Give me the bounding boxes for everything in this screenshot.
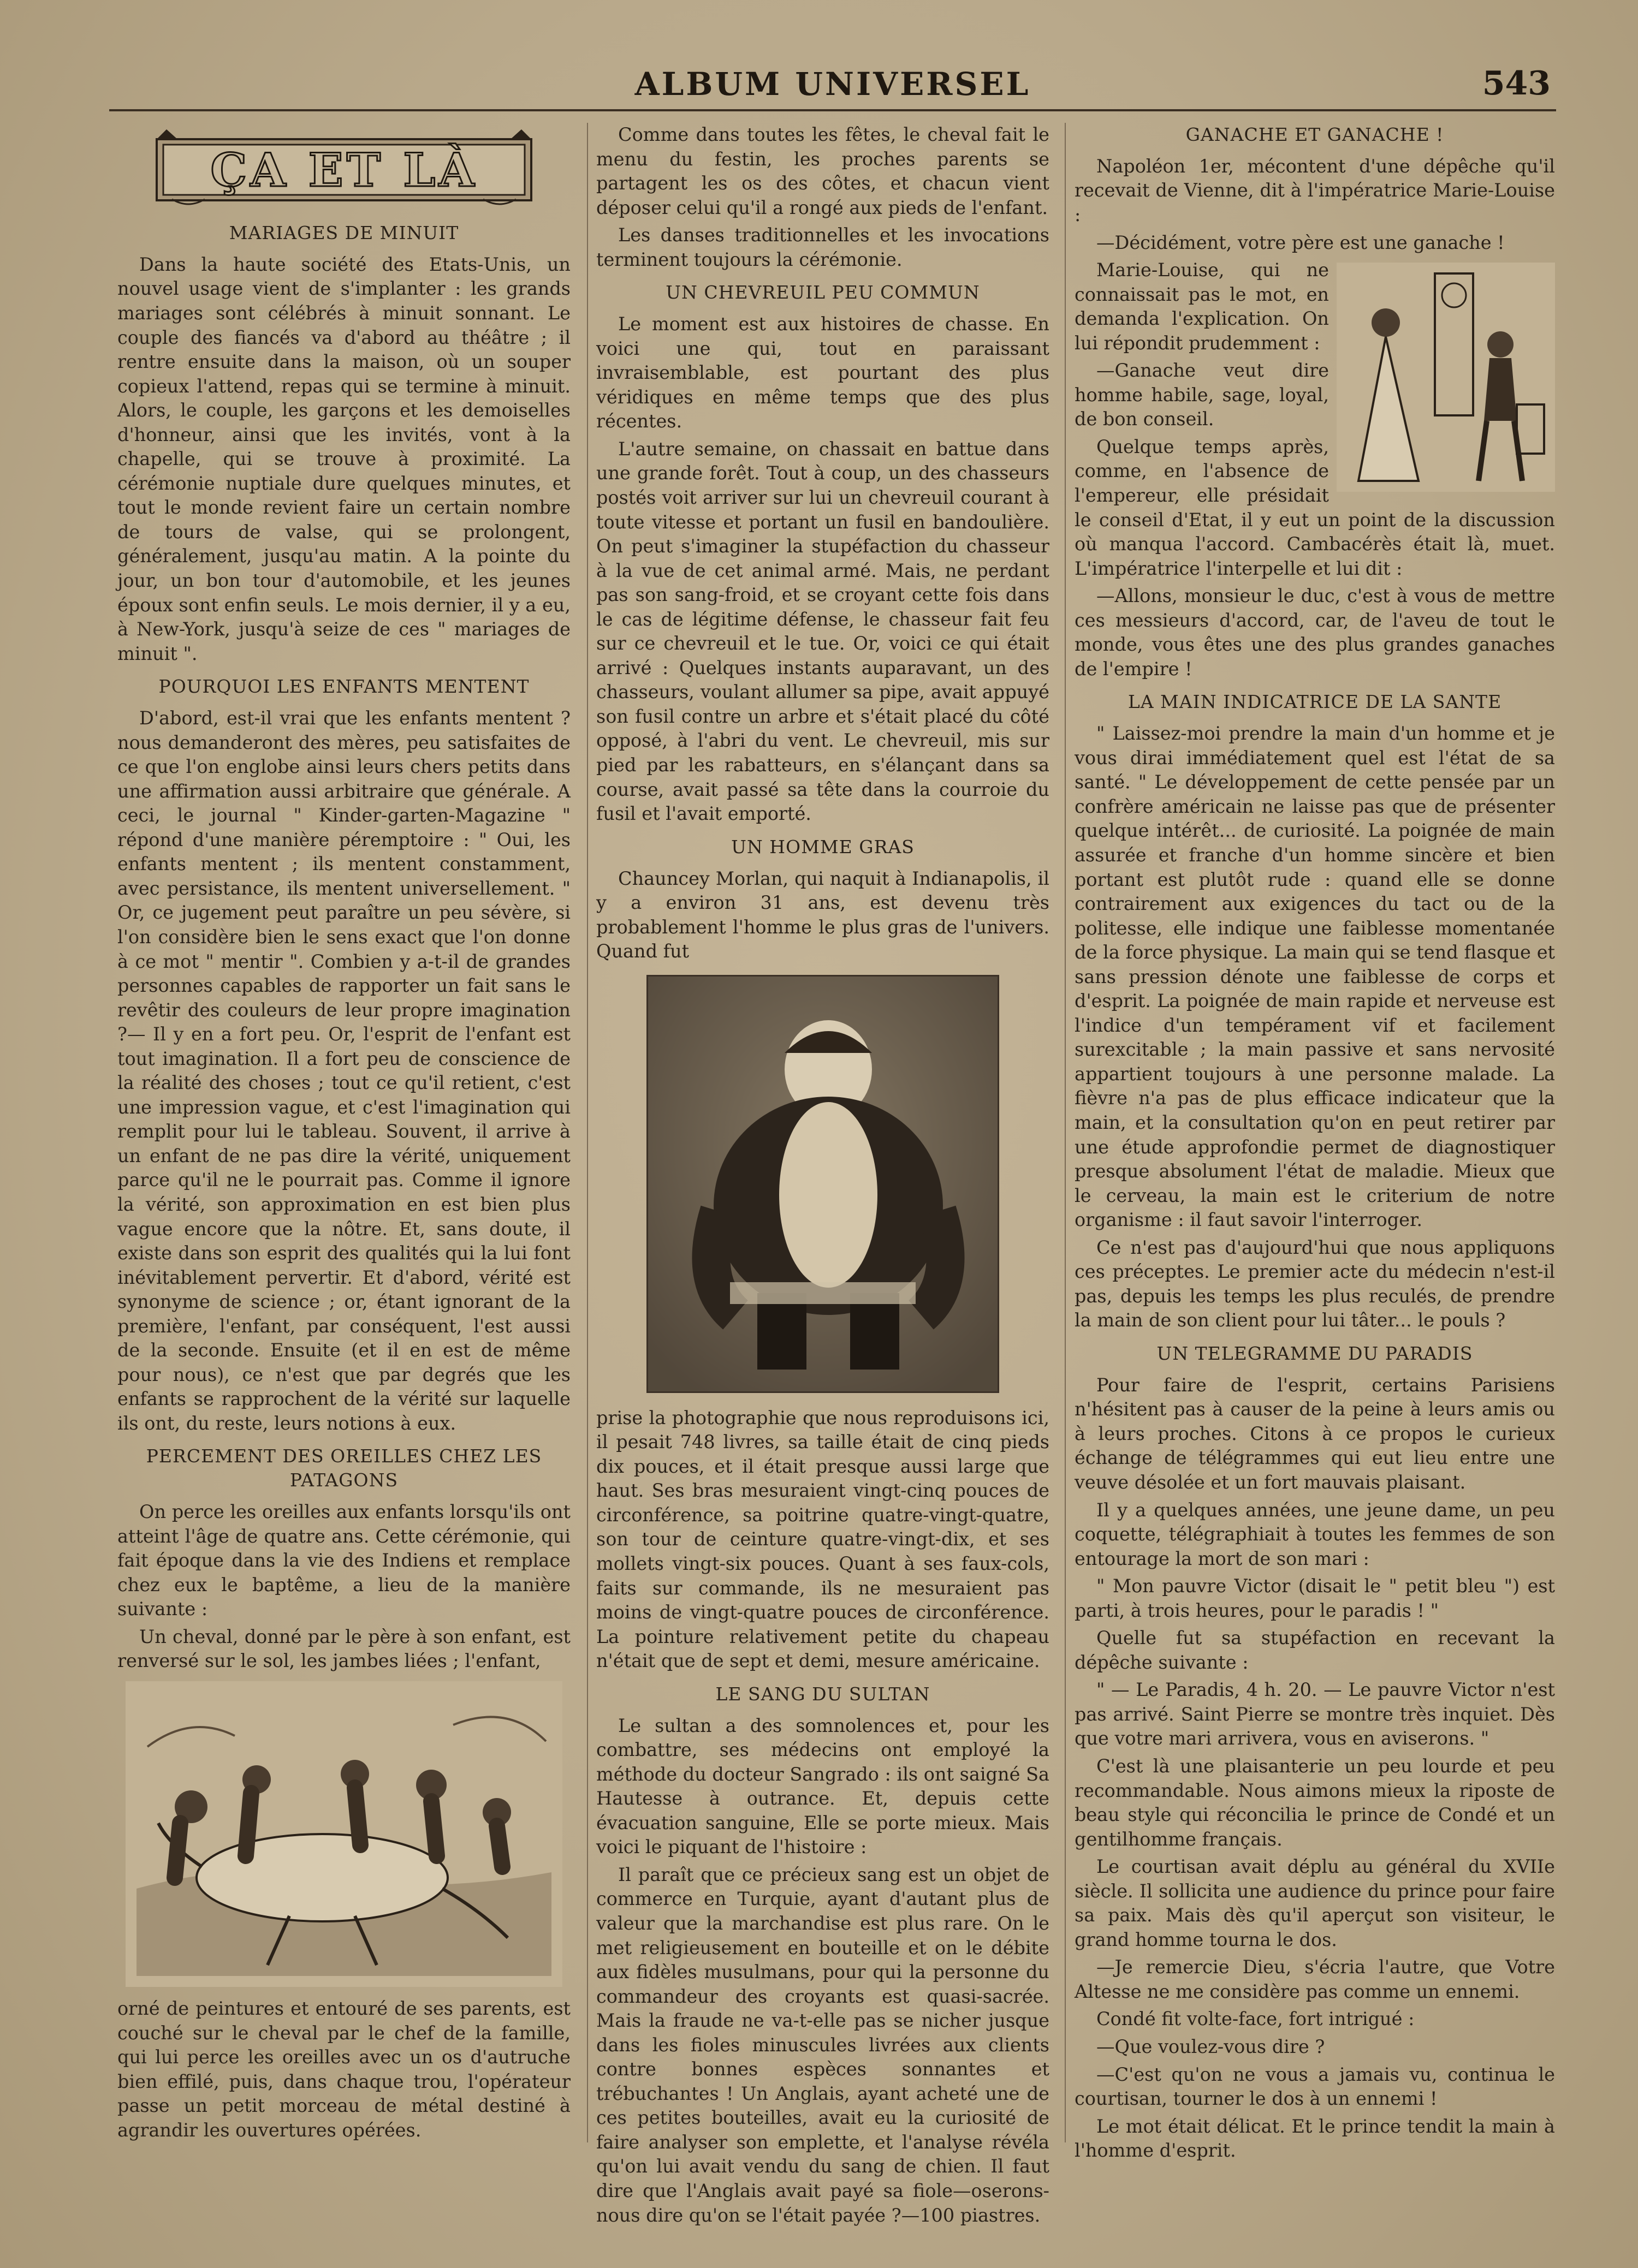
section-title: MARIAGES DE MINUIT <box>229 222 459 243</box>
paragraph: Le sultan a des somnolences et, pour les combattre, ses médecins ont employé la méthode du docteur Sangrado : ils ont saigné Sa Hautesse à outrance. Et, depuis cette évacuation sanguine, Elle se porte mieux. Mais voici le piquant de l'histoire : <box>596 1715 1049 1858</box>
paragraph: Il paraît que ce précieux sang est un objet de commerce en Turquie, ayant d'autant plus de valeur que la marchandise est plus rare. On le met religieusement en bouteille et on le débite aux fidèles musulmans, pour qui la personne du commandeur des croyants est quasi-sacrée. Mais la fraude ne va-t-elle pas se nicher jusque dans les fioles minuscules livrées aux clients contre bonnes espèces sonnantes et trébuchantes ! Un Anglais, ayant acheté une de ces petites bouteilles, avait eu la curiosité de faire analyser son emplette, et l'analyse révéla qu'on lui avait vendu du sang de chien. Il faut dire que l'Anglais avait payé sa fiole—oserons-nous dire qu'on se l'était payée ?—100 piastres. <box>596 1864 1049 2226</box>
horse-ceremony-illustration-icon <box>126 1681 562 1987</box>
column-3 <box>1075 123 1555 2162</box>
paragraph: Dans la haute société des Etats-Unis, un nouvel usage vient de s'implanter : les grands mariages sont célébrés à minuit sonnant. Le couple des fiancés va d'abord au théâtre ; il rentre ensuite dans la maison, où un souper copieux l'attend, repas qui se termine à minuit. Alors, le couple, les garçons et les demoiselles d'honneur, ainsi que les invités, vont à la chapelle, qui se trouve à proximité. La cérémonie nuptiale dure quelques minutes, et tout le monde revient faire un certain nombre de tours de valse, qui se prolongent, généralement, jusqu'au matin. A la pointe du jour, un bon tour d'automobile, et les jeunes époux sont enfin seuls. Le mois dernier, il y a eu, à New-York, jusqu'à seize de ces " mariages de minuit ". <box>117 253 571 664</box>
column-1 <box>117 123 571 2142</box>
paragraph: Il y a quelques années, une jeune dame, un peu coquette, télégraphiait à toutes les femmes de son entourage la mort de son mari : <box>1075 1499 1555 1569</box>
fat-man-photograph-icon <box>646 975 999 1393</box>
section-title: UN TELEGRAMME DU PARADIS <box>1156 1342 1473 1364</box>
column-2 <box>596 123 1049 2226</box>
section-title: LA MAIN INDICATRICE DE LA SANTE <box>1127 691 1502 713</box>
section-title: GANACHE ET GANACHE ! <box>1185 124 1444 145</box>
paragraph: —Décidément, votre père est une ganache ! <box>1096 231 1505 253</box>
page-number: 543 <box>1482 64 1551 103</box>
paragraph: Le courtisan avait déplu au général du XVIIe siècle. Il sollicita une audience du prince pour faire sa paix. Mais dès qu'il aperçut son visiteur, le grand homme tourna le dos. <box>1075 1856 1555 1950</box>
paragraph: D'abord, est-il vrai que les enfants mentent ? nous demanderont des mères, peu satisfaites de ce que l'on englobe ainsi leurs chers petits dans une affirmation aussi arbitraire que générale. A ceci, le journal " Kinder-garten-Magazine " répond d'une manière péremptoire : " Oui, les enfants mentent ; ils mentent constamment, avec persistance, ils mentent universellement. " Or, ce jugement peut paraître un peu sévère, si l'on considère bien le sens exact que l'on donne à ce mot " mentir ". Combien y a-t-il de grandes personnes capables de rapporter un fait sans le revêtir des couleurs de leur propre imagination ?— Il y en a fort peu. Or, l'esprit de l'enfant est tout imagination. Il a fort peu de conscience de la réalité des choses ; tout ce qu'il retient, c'est une impression vague, et c'est l'imagination qui remplit pour lui le tableau. Souvent, il arrive à un enfant de ne pas dire la vérité, uniquement parce qu'il ne le pourrait pas. Comme il ignore la vérité, son approximation en est bien plus vague encore que la nôtre. Et, sans doute, il existe dans son esprit des qualités qui la lui font inévitablement pervertir. Et d'abord, vérité est synonyme de science ; or, étant ignorant de la première, l'enfant, par conséquent, l'est aussi de la seconde. Ensuite (et il en est de même pour nous), ce n'est que par degrés que les enfants se rapprochent de la vérité sur laquelle ils ont, du reste, leurs notions à eux. <box>117 707 571 1434</box>
paragraph: Marie-Louise, qui ne connaissait pas le mot, en demanda l'explication. On lui répondit prudemment : <box>1075 259 1329 354</box>
page-header <box>109 60 1556 109</box>
paragraph: Le moment est aux histoires de chasse. En voici une qui, tout en paraissant invraisemblable, est pourtant des plus véridiques en même temps que des plus récentes. <box>596 313 1049 432</box>
paragraph: orné de peintures et entouré de ses parents, est couché sur le cheval par le chef de la famille, qui lui perce les oreilles avec un os d'autruche bien effilé, puis, dans chaque trou, l'opérateur passe un petit morceau de métal destiné à agrandir les ouvertures opérées. <box>117 1998 571 2141</box>
paragraph: C'est là une plaisanterie un peu lourde et peu recommandable. Nous aimons mieux la riposte de beau style qui réconcilia le prince de Condé et un gentilhomme français. <box>1075 1755 1555 1850</box>
paragraph: —Ganache veut dire homme habile, sage, loyal, de bon conseil. <box>1075 360 1329 430</box>
column-separator <box>1065 123 1066 2142</box>
section-title: POURQUOI LES ENFANTS MENTENT <box>158 676 530 698</box>
paragraph: —C'est qu'on ne vous a jamais vu, continua le courtisan, tourner le dos à un ennemi ! <box>1075 2063 1555 2110</box>
section-title: LE SANG DU SULTAN <box>715 1683 930 1705</box>
paragraph: Condé fit volte-face, fort intrigué : <box>1096 2008 1415 2030</box>
paragraph: Pour faire de l'esprit, certains Parisiens n'hésitent pas à causer de la peine à leurs amis ou à leurs proches. Citons à ce propos le curieux échange de télégrammes qui eut lieu entre une veuve désolée et un fort mauvais plaisant. <box>1075 1374 1555 1493</box>
paragraph: prise la photographie que nous reproduisons ici, il pesait 748 livres, sa taille était de cinq pieds dix pouces, et il était presque aussi large que haut. Ses bras mesuraient vingt-cinq pouces de circonférence, sa poitrine quatre-vingt-quatre, son tour de ceinture quatre-vingt-dix, et ses mollets vingt-six pouces. Quant à ses faux-cols, faits sur commande, ils ne mesuraient pas moins de vingt-quatre pouces de circonférence. La pointure relativement petite du chapeau n'était que de sept et demi, mesure américaine. <box>596 1407 1049 1672</box>
paragraph: " Mon pauvre Victor (disait le " petit bleu ") est parti, à trois heures, pour le paradis ! " <box>1075 1575 1555 1621</box>
paragraph: —Que voulez-vous dire ? <box>1096 2036 1325 2057</box>
paragraph: Le mot était délicat. Et le prince tendit la main à l'homme d'esprit. <box>1075 2115 1555 2162</box>
paragraph: Ce n'est pas d'aujourd'hui que nous appliquons ces préceptes. Le premier acte du médecin n'est-il pas, depuis les temps les plus reculés, de prendre la main de son client pour lui tâter... le pouls ? <box>1075 1236 1555 1331</box>
empire-scene-illustration-icon <box>1337 263 1555 492</box>
column-separator <box>587 123 588 2142</box>
section-title: UN CHEVREUIL PEU COMMUN <box>666 282 980 303</box>
paragraph: Chauncey Morlan, qui naquit à Indianapolis, il y a environ 31 ans, est devenu très probablement l'homme le plus gras de l'univers. Quand fut <box>596 867 1049 962</box>
paragraph: L'autre semaine, on chassait en battue dans une grande forêt. Tout à coup, un des chasseurs postés voit arriver sur lui un chevreuil courant à toute vitesse et portant un fusil en bandoulière. On peut s'imaginer la stupéfaction du chasseur à la vue de cet animal armé. Mais, ne perdant pas son sang-froid, et se croyant cette fois dans le cas de légitime défense, le chasseur fait feu sur ce chevreuil et le tue. Or, voici ce qui était arrivé : Quelques instants auparavant, un des chasseurs, voulant allumer sa pipe, avait appuyé son fusil contre un arbre et s'était placé du côté opposé, à l'abri du vent. Le chevreuil, mis sur pied par les rabatteurs, en s'élançant dans sa course, avait passé sa tête dans la courroie du fusil et l'avait emporté. <box>596 438 1049 825</box>
paragraph: Un cheval, donné par le père à son enfant, est renversé sur le sol, les jambes liées ; l'enfant, <box>117 1626 571 1672</box>
header-rule <box>109 109 1556 111</box>
paragraph: Les danses traditionnelles et les invocations terminent toujours la cérémonie. <box>596 224 1049 270</box>
paragraph: Quelle fut sa stupéfaction en recevant la dépêche suivante : <box>1075 1627 1555 1673</box>
banner-text: ÇA ET LÀ <box>210 143 478 197</box>
ornamental-banner-icon <box>156 128 532 210</box>
paragraph: —Je remercie Dieu, s'écria l'autre, que Votre Altesse ne me considère pas comme un ennemi. <box>1075 1956 1555 2002</box>
paragraph: " Laissez-moi prendre la main d'un homme et je vous dirai immédiatement quel est l'état de sa santé. " Le développement de cette pensée par un confrère américain ne laisse pas que de présenter quelque intérêt... de curiosité. La poignée de main assurée et franche d'un homme sincère et bien portant est plutôt rude : quand elle se donne contrairement aux exigences du tact ou de la politesse, elle indique une faiblesse momentanée de la force physique. La main qui se tend flasque et sans pression dénote une faiblesse de corps et d'esprit. La poignée de main rapide et nerveuse est l'indice d'un tempérament vif et facilement surexcitable ; la main passive et sans nervosité appartient toujours à une personne malade. La fièvre n'a pas de plus efficace indicateur que la main, et la consultation qu'on en peut retirer par une étude approfondie permet de diagnostiquer presque absolument l'état de maladie. Mieux que le cerveau, la main est le criterium de notre organisme : il faut savoir l'interroger. <box>1075 723 1555 1231</box>
paragraph: " — Le Paradis, 4 h. 20. — Le pauvre Victor n'est pas arrivé. Saint Pierre se montre très inquiet. Dès que votre mari arrivera, vous en aviserons. " <box>1075 1679 1555 1749</box>
paragraph: —Allons, monsieur le duc, c'est à vous de mettre ces messieurs d'accord, car, de l'aveu de tout le monde, vous êtes une des plus grandes ganaches de l'empire ! <box>1075 585 1555 680</box>
section-title: PERCEMENT DES OREILLES CHEZ LES PATAGONS <box>146 1445 542 1491</box>
section-title: UN HOMME GRAS <box>731 836 915 858</box>
paragraph: Comme dans toutes les fêtes, le cheval fait le menu du festin, les proches parents se partagent les os des côtes, et chacun vient déposer celui qu'il a rongé aux pieds de l'enfant. <box>596 124 1049 218</box>
masthead: ALBUM UNIVERSEL <box>634 66 1031 103</box>
paragraph: Napoléon 1er, mécontent d'une dépêche qu'il recevait de Vienne, dit à l'impératrice Marie-Louise : <box>1075 155 1555 225</box>
paragraph: On perce les oreilles aux enfants lorsqu'ils ont atteint l'âge de quatre ans. Cette cérémonie, qui fait époque dans la vie des Indiens et remplace chez eux le baptême, a lieu de la manière suivante : <box>117 1501 571 1620</box>
paragraph: Quelque temps après, comme, en l'absence de l'empereur, elle présidait le conseil d'Etat, il y eut un point de la discussion où manqua l'accord. Cambacérès était là, muet. L'impératrice l'interpelle et lui dit : <box>1075 436 1555 579</box>
